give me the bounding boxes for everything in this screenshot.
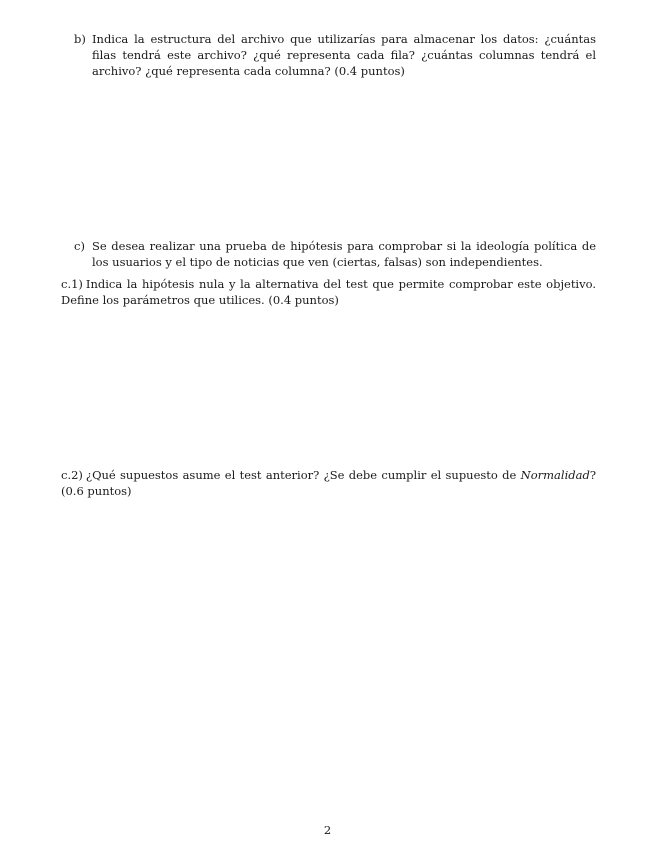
question-c1 [61,276,596,308]
question-c2-label: c.2) [61,468,83,482]
question-c-label: c) [74,239,85,253]
question-b-label: b) [74,32,86,46]
page-number: 2 [323,823,332,837]
question-c2-text-after: ? (0.6 puntos) [61,468,596,498]
question-c2-emphasis: Normalidad [520,468,590,482]
question-b-text: Indica la estructura del archivo que utilizarías para almacenar los datos: ¿cuántas filas tendrá este archivo? ¿qué representa cada fila? ¿cuántas columnas tendrá el archivo? ¿qué representa cada columna? (0.4 puntos) [92,32,596,78]
question-c1-label: c.1) [61,277,83,291]
question-c1-text: Indica la hipótesis nula y la alternativa del test que permite comprobar este objetivo. Define los parámetros que utilices. (0.4 puntos) [61,277,596,307]
question-c2 [61,467,596,499]
question-c [74,238,596,270]
question-c-text: Se desea realizar una prueba de hipótesis para comprobar si la ideología política de los usuarios y el tipo de noticias que ven (ciertas, falsas) son independientes. [92,239,596,269]
question-b [74,31,596,79]
question-c2-text-before: ¿Qué supuestos asume el test anterior? ¿Se debe cumplir el supuesto de [85,468,521,482]
